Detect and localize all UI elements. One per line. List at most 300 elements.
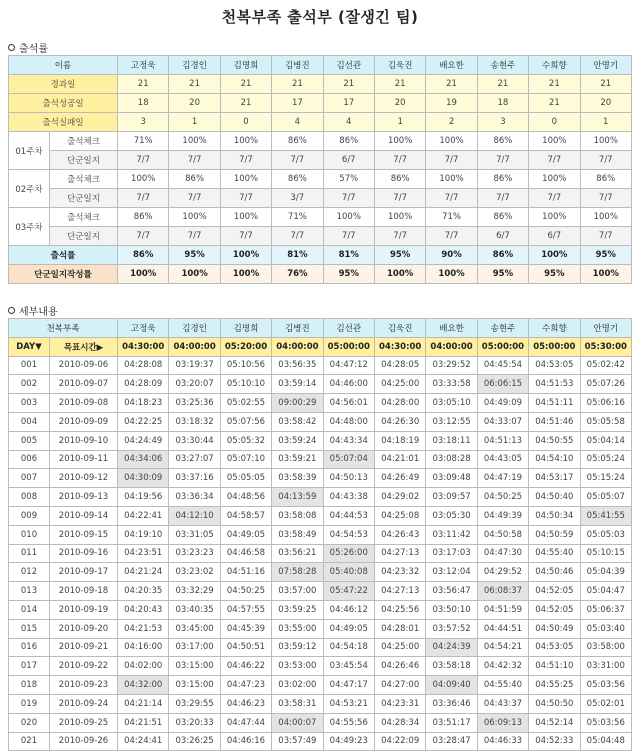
wake-time: 04:13:59: [272, 488, 323, 507]
check-value: 86%: [374, 170, 425, 189]
wake-time: 03:56:21: [272, 544, 323, 563]
check-value: 100%: [529, 170, 580, 189]
check-value: 100%: [323, 208, 374, 227]
wake-time: 03:23:02: [169, 563, 220, 582]
wake-time: 04:52:14: [529, 713, 580, 732]
table-row: [9, 657, 632, 676]
wake-time: 04:52:05: [529, 600, 580, 619]
wake-time: 04:27:00: [374, 676, 425, 695]
wake-time: 03:29:52: [426, 356, 477, 375]
member-name: 김병진: [272, 319, 323, 338]
summary-value: 3: [118, 113, 169, 132]
wake-time: 04:53:17: [529, 469, 580, 488]
day-number: 007: [9, 469, 50, 488]
row-label: 출석성공일: [9, 94, 118, 113]
wake-time: 04:49:05: [323, 619, 374, 638]
wake-time: 04:50:49: [529, 619, 580, 638]
member-name: 수희향: [529, 56, 580, 75]
member-name: 김선관: [323, 319, 374, 338]
diary-value: 7/7: [374, 227, 425, 246]
wake-time: 04:50:51: [220, 638, 271, 657]
diary-value: 7/7: [529, 151, 580, 170]
diary-value: 7/7: [118, 227, 169, 246]
wake-time: 06:09:13: [477, 713, 528, 732]
wake-time: 04:18:23: [118, 394, 169, 413]
check-value: 86%: [477, 170, 528, 189]
check-value: 86%: [272, 170, 323, 189]
wake-time: 05:10:10: [220, 375, 271, 394]
wake-time: 04:26:43: [374, 525, 425, 544]
wake-time: 03:23:23: [169, 544, 220, 563]
date-cell: 2010-09-26: [50, 732, 118, 751]
wake-time: 04:26:30: [374, 412, 425, 431]
wake-time: 03:08:28: [426, 450, 477, 469]
wake-time: 03:28:47: [426, 732, 477, 751]
wake-time: 03:59:12: [272, 638, 323, 657]
wake-time: 06:08:37: [477, 582, 528, 601]
wake-time: 03:05:10: [426, 394, 477, 413]
date-cell: 2010-09-07: [50, 375, 118, 394]
wake-time: 03:11:42: [426, 525, 477, 544]
day-number: 020: [9, 713, 50, 732]
date-cell: 2010-09-25: [50, 713, 118, 732]
check-value: 86%: [477, 132, 528, 151]
summary-row: [9, 113, 632, 132]
wake-time: 05:04:48: [580, 732, 631, 751]
check-value: 100%: [426, 132, 477, 151]
summary-value: 4: [323, 113, 374, 132]
wake-time: 04:33:07: [477, 412, 528, 431]
day-number: 015: [9, 619, 50, 638]
wake-time: 04:51:59: [477, 600, 528, 619]
wake-time: 04:50:13: [323, 469, 374, 488]
member-name: 김명희: [220, 56, 271, 75]
circle-bullet-icon: [8, 307, 15, 314]
diary-value: 7/7: [169, 227, 220, 246]
wake-time: 03:18:11: [426, 431, 477, 450]
wake-time: 04:50:40: [529, 488, 580, 507]
summary-value: 19: [426, 94, 477, 113]
table-row: [9, 713, 632, 732]
wake-time: 05:02:42: [580, 356, 631, 375]
wake-time: 04:53:05: [529, 638, 580, 657]
table-row: [9, 563, 632, 582]
day-number: 016: [9, 638, 50, 657]
rate-value: 100%: [220, 265, 271, 284]
wake-time: 04:25:08: [374, 506, 425, 525]
wake-time: 03:20:07: [169, 375, 220, 394]
check-label: 출석체크: [50, 132, 118, 151]
rate-value: 95%: [529, 265, 580, 284]
wake-time: 04:26:46: [374, 657, 425, 676]
rate-value: 81%: [323, 246, 374, 265]
member-name: 고정욱: [118, 56, 169, 75]
week-label: 01주차: [9, 132, 50, 170]
check-value: 100%: [529, 132, 580, 151]
wake-time: 04:21:51: [118, 713, 169, 732]
wake-time: 03:09:48: [426, 469, 477, 488]
wake-time: 04:47:23: [220, 676, 271, 695]
day-header: DAY▼: [9, 337, 50, 356]
summary-value: 21: [220, 94, 271, 113]
wake-time: 04:20:43: [118, 600, 169, 619]
table-header-row: [9, 56, 632, 75]
wake-time: 04:28:00: [374, 394, 425, 413]
wake-time: 03:36:46: [426, 694, 477, 713]
page-title: 천복부족 출석부 (잘생긴 팀): [221, 8, 419, 26]
wake-time: 04:49:09: [477, 394, 528, 413]
wake-time: 04:44:51: [477, 619, 528, 638]
wake-time: 04:12:10: [169, 506, 220, 525]
wake-time: 04:28:09: [118, 375, 169, 394]
goal-time: 05:00:00: [529, 337, 580, 356]
wake-time: 05:05:32: [220, 431, 271, 450]
wake-time: 04:43:38: [323, 488, 374, 507]
wake-time: 04:51:16: [220, 563, 271, 582]
member-name: 김병진: [272, 56, 323, 75]
summary-value: 21: [529, 94, 580, 113]
attendance-summary-table: [8, 55, 632, 284]
wake-time: 04:49:05: [220, 525, 271, 544]
date-cell: 2010-09-13: [50, 488, 118, 507]
diary-value: 7/7: [118, 151, 169, 170]
wake-time: 04:50:59: [529, 525, 580, 544]
diary-value: 7/7: [580, 151, 631, 170]
wake-time: 03:25:36: [169, 394, 220, 413]
date-cell: 2010-09-11: [50, 450, 118, 469]
section-details: [8, 303, 58, 318]
wake-time: 04:29:52: [477, 563, 528, 582]
wake-time: 04:50:46: [529, 563, 580, 582]
wake-time: 04:28:05: [374, 356, 425, 375]
day-number: 008: [9, 488, 50, 507]
summary-value: 20: [580, 94, 631, 113]
wake-time: 03:55:00: [272, 619, 323, 638]
wake-time: 04:19:56: [118, 488, 169, 507]
day-number: 004: [9, 412, 50, 431]
wake-time: 07:58:28: [272, 563, 323, 582]
summary-value: 21: [323, 75, 374, 94]
wake-time: 05:06:16: [580, 394, 631, 413]
diary-value: 7/7: [580, 189, 631, 208]
wake-time: 03:59:24: [272, 431, 323, 450]
member-name: 김욱진: [374, 319, 425, 338]
summary-row: [9, 94, 632, 113]
check-value: 86%: [118, 208, 169, 227]
check-value: 100%: [426, 170, 477, 189]
wake-time: 04:47:44: [220, 713, 271, 732]
wake-time: 04:47:19: [477, 469, 528, 488]
wake-time: 04:02:00: [118, 657, 169, 676]
rate-value: 90%: [426, 246, 477, 265]
wake-time: 05:10:15: [580, 544, 631, 563]
date-cell: 2010-09-21: [50, 638, 118, 657]
wake-time: 03:29:55: [169, 694, 220, 713]
diary-value: 7/7: [323, 189, 374, 208]
row-label: 경과일: [9, 75, 118, 94]
wake-time: 03:18:32: [169, 412, 220, 431]
wake-time: 04:43:37: [477, 694, 528, 713]
table-row: [9, 525, 632, 544]
goal-time-row: [9, 337, 632, 356]
section-attendance-rate: [8, 40, 48, 55]
table-row: [9, 582, 632, 601]
table-row: [9, 732, 632, 751]
wake-time: 04:20:35: [118, 582, 169, 601]
rate-value: 100%: [220, 246, 271, 265]
wake-time: 03:53:00: [272, 657, 323, 676]
goal-time: 04:30:00: [374, 337, 425, 356]
wake-time: 04:28:08: [118, 356, 169, 375]
diary-value: 7/7: [580, 227, 631, 246]
wake-time: 03:58:08: [272, 506, 323, 525]
wake-time: 03:40:35: [169, 600, 220, 619]
wake-time: 04:30:09: [118, 469, 169, 488]
check-value: 100%: [529, 208, 580, 227]
date-cell: 2010-09-19: [50, 600, 118, 619]
goal-time: 05:00:00: [323, 337, 374, 356]
wake-time: 04:00:07: [272, 713, 323, 732]
member-name: 김욱진: [374, 56, 425, 75]
day-number: 011: [9, 544, 50, 563]
diary-label: 단군일지: [50, 227, 118, 246]
check-value: 100%: [374, 208, 425, 227]
wake-time: 04:55:40: [529, 544, 580, 563]
wake-time: 03:58:00: [580, 638, 631, 657]
check-value: 100%: [580, 208, 631, 227]
rate-value: 95%: [374, 246, 425, 265]
wake-time: 04:27:13: [374, 582, 425, 601]
day-number: 003: [9, 394, 50, 413]
check-value: 100%: [118, 170, 169, 189]
summary-value: 21: [477, 75, 528, 94]
wake-time: 09:00:29: [272, 394, 323, 413]
table-row: [9, 600, 632, 619]
diary-value: 6/7: [323, 151, 374, 170]
goal-time: 05:20:00: [220, 337, 271, 356]
diary-value: 7/7: [374, 151, 425, 170]
wake-time: 04:43:34: [323, 431, 374, 450]
wake-time: 03:45:00: [169, 619, 220, 638]
wake-time: 04:51:53: [529, 375, 580, 394]
name-header: 이름: [9, 56, 118, 75]
check-value: 100%: [220, 170, 271, 189]
diary-value: 7/7: [169, 151, 220, 170]
wake-time: 04:23:32: [374, 563, 425, 582]
wake-time: 04:49:39: [477, 506, 528, 525]
rate-value: 100%: [580, 265, 631, 284]
date-cell: 2010-09-08: [50, 394, 118, 413]
date-cell: 2010-09-18: [50, 582, 118, 601]
table-row: [9, 450, 632, 469]
wake-time: 04:27:13: [374, 544, 425, 563]
wake-time: 05:40:08: [323, 563, 374, 582]
wake-time: 04:47:17: [323, 676, 374, 695]
wake-time: 04:52:33: [529, 732, 580, 751]
summary-value: 21: [118, 75, 169, 94]
wake-time: 05:05:24: [580, 450, 631, 469]
wake-time: 05:05:07: [580, 488, 631, 507]
check-value: 100%: [580, 132, 631, 151]
wake-time: 04:54:18: [323, 638, 374, 657]
week-check-row: [9, 132, 632, 151]
wake-time: 05:03:40: [580, 619, 631, 638]
rate-value: 95%: [580, 246, 631, 265]
date-cell: 2010-09-06: [50, 356, 118, 375]
wake-time: 04:21:14: [118, 694, 169, 713]
wake-time: 03:58:42: [272, 412, 323, 431]
wake-time: 04:51:11: [529, 394, 580, 413]
wake-time: 04:28:01: [374, 619, 425, 638]
wake-time: 06:06:15: [477, 375, 528, 394]
day-number: 010: [9, 525, 50, 544]
wake-time: 03:15:00: [169, 676, 220, 695]
wake-time: 04:50:25: [477, 488, 528, 507]
wake-time: 04:55:40: [477, 676, 528, 695]
wake-time: 05:02:55: [220, 394, 271, 413]
day-number: 019: [9, 694, 50, 713]
wake-time: 03:36:34: [169, 488, 220, 507]
wake-time: 04:54:53: [323, 525, 374, 544]
wake-time: 05:26:00: [323, 544, 374, 563]
wake-time: 04:50:34: [529, 506, 580, 525]
diary-value: 7/7: [477, 151, 528, 170]
wake-time: 04:23:31: [374, 694, 425, 713]
week-label: 02주차: [9, 170, 50, 208]
wake-time: 03:59:21: [272, 450, 323, 469]
wake-time: 04:48:00: [323, 412, 374, 431]
check-label: 출석체크: [50, 208, 118, 227]
goal-header: 목표시간▶: [50, 337, 118, 356]
wake-time: 04:51:13: [477, 431, 528, 450]
wake-time: 03:58:39: [272, 469, 323, 488]
member-name: 송현주: [477, 56, 528, 75]
wake-time: 03:45:54: [323, 657, 374, 676]
rate-value: 100%: [169, 265, 220, 284]
wake-time: 04:46:33: [477, 732, 528, 751]
wake-time: 04:51:46: [529, 412, 580, 431]
table-row: [9, 412, 632, 431]
wake-time: 05:03:56: [580, 676, 631, 695]
wake-time: 03:57:49: [272, 732, 323, 751]
wake-time: 04:54:21: [477, 638, 528, 657]
wake-time: 03:57:52: [426, 619, 477, 638]
rate-value: 95%: [323, 265, 374, 284]
wake-time: 04:49:23: [323, 732, 374, 751]
member-name: 고정욱: [118, 319, 169, 338]
wake-time: 05:05:58: [580, 412, 631, 431]
circle-bullet-icon: [8, 44, 15, 51]
goal-time: 04:00:00: [169, 337, 220, 356]
wake-time: 04:22:09: [374, 732, 425, 751]
date-cell: 2010-09-10: [50, 431, 118, 450]
week-diary-row: [9, 151, 632, 170]
wake-time: 04:55:56: [323, 713, 374, 732]
wake-time: 04:21:53: [118, 619, 169, 638]
goal-time: 04:00:00: [426, 337, 477, 356]
member-name: 김명희: [220, 319, 271, 338]
week-label: 03주차: [9, 208, 50, 246]
summary-value: 21: [580, 75, 631, 94]
member-name: 김경인: [169, 319, 220, 338]
wake-time: 04:53:21: [323, 694, 374, 713]
wake-time: 03:50:10: [426, 600, 477, 619]
wake-time: 03:19:37: [169, 356, 220, 375]
date-cell: 2010-09-17: [50, 563, 118, 582]
table-row: [9, 431, 632, 450]
diary-value: 6/7: [477, 227, 528, 246]
rate-value: 86%: [118, 246, 169, 265]
summary-value: 2: [426, 113, 477, 132]
rate-value: 100%: [529, 246, 580, 265]
wake-time: 04:46:58: [220, 544, 271, 563]
wake-time: 03:58:31: [272, 694, 323, 713]
check-value: 86%: [272, 132, 323, 151]
wake-time: 04:48:56: [220, 488, 271, 507]
member-name: 송현주: [477, 319, 528, 338]
wake-time: 04:56:01: [323, 394, 374, 413]
wake-time: 04:26:49: [374, 469, 425, 488]
day-number: 013: [9, 582, 50, 601]
wake-time: 05:06:37: [580, 600, 631, 619]
summary-value: 1: [169, 113, 220, 132]
wake-time: 05:05:05: [220, 469, 271, 488]
date-cell: 2010-09-22: [50, 657, 118, 676]
rate-row: [9, 246, 632, 265]
wake-time: 04:18:19: [374, 431, 425, 450]
wake-time: 03:58:18: [426, 657, 477, 676]
section-title: 세부내용: [19, 307, 58, 318]
wake-time: 03:58:49: [272, 525, 323, 544]
diary-value: 7/7: [220, 151, 271, 170]
wake-time: 04:29:02: [374, 488, 425, 507]
wake-time: 04:47:30: [477, 544, 528, 563]
wake-time: 05:04:39: [580, 563, 631, 582]
wake-time: 04:25:00: [374, 375, 425, 394]
day-number: 012: [9, 563, 50, 582]
member-name: 김선관: [323, 56, 374, 75]
wake-time: 03:51:17: [426, 713, 477, 732]
rate-value: 95%: [169, 246, 220, 265]
date-cell: 2010-09-23: [50, 676, 118, 695]
goal-time: 04:30:00: [118, 337, 169, 356]
wake-time: 04:50:58: [477, 525, 528, 544]
diary-value: 7/7: [374, 189, 425, 208]
table-row: [9, 619, 632, 638]
wake-time: 04:32:00: [118, 676, 169, 695]
wake-time: 04:54:10: [529, 450, 580, 469]
row-label: 단군일지작성률: [9, 265, 118, 284]
date-cell: 2010-09-14: [50, 506, 118, 525]
wake-time: 04:51:10: [529, 657, 580, 676]
member-name: 배요한: [426, 56, 477, 75]
day-number: 002: [9, 375, 50, 394]
check-value: 71%: [426, 208, 477, 227]
wake-time: 04:50:55: [529, 431, 580, 450]
rate-value: 81%: [272, 246, 323, 265]
wake-time: 05:07:26: [580, 375, 631, 394]
wake-time: 04:28:34: [374, 713, 425, 732]
rate-value: 76%: [272, 265, 323, 284]
wake-time: 03:09:57: [426, 488, 477, 507]
wake-time: 05:02:01: [580, 694, 631, 713]
wake-time: 04:47:12: [323, 356, 374, 375]
wake-time: 03:31:05: [169, 525, 220, 544]
check-value: 86%: [580, 170, 631, 189]
wake-time: 05:03:56: [580, 713, 631, 732]
day-number: 009: [9, 506, 50, 525]
week-check-row: [9, 208, 632, 227]
